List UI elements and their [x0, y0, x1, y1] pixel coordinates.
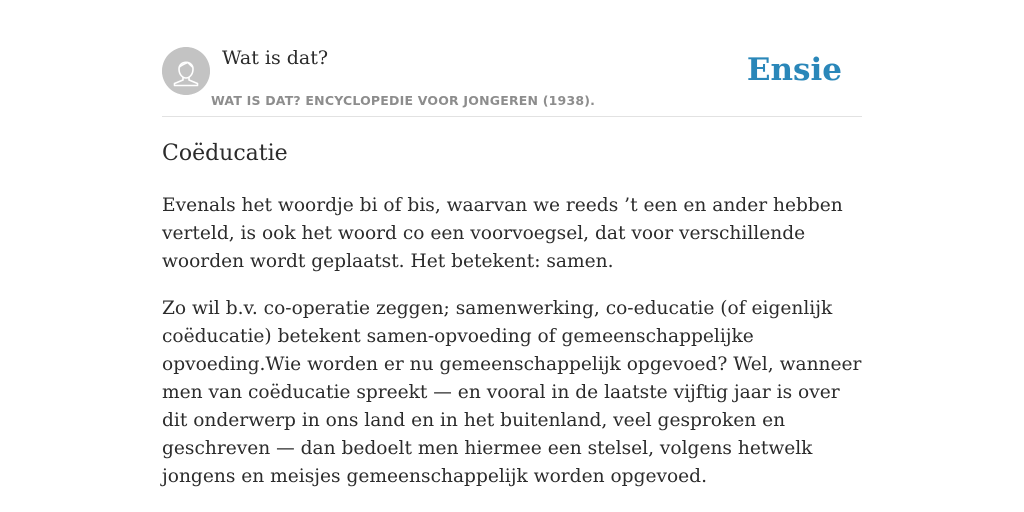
entry-body [162, 192, 866, 510]
source-header [162, 46, 862, 117]
source-title[interactable]: Wat is dat? [222, 47, 329, 69]
avatar[interactable] [162, 47, 210, 95]
paragraph-2: Zo wil b.v. co-operatie zeggen; samenwerking, co-educatie (of eigenlijk coëducatie) betekent samen-opvoeding of gemeenschappelijke opvoeding.Wie worden er nu gemeenschappelijk opgevoed? Wel, wanneer men van coëducatie spreekt — en vooral in de laatste vijftig jaar is over dit onderwerp in ons land en in het buitenland, veel gesproken en geschreven — dan bedoelt men hiermee een stelsel, volgens hetwelk jongens en meisjes gemeenschappelijk worden opgevoed. [162, 298, 862, 487]
paragraph-1: Evenals het woordje bi of bis, waarvan we reeds ’t een en ander hebben verteld, is ook het woord co een voorvoegsel, dat voor verschillende woorden wordt geplaatst. Het betekent: samen. [162, 195, 843, 272]
user-silhouette-icon [162, 47, 210, 95]
entry-title: Coëducatie [162, 141, 288, 166]
ensie-logo[interactable]: Ensie [746, 52, 842, 88]
source-subtitle: WAT IS DAT? ENCYCLOPEDIE VOOR JONGEREN (1938). [211, 93, 596, 108]
